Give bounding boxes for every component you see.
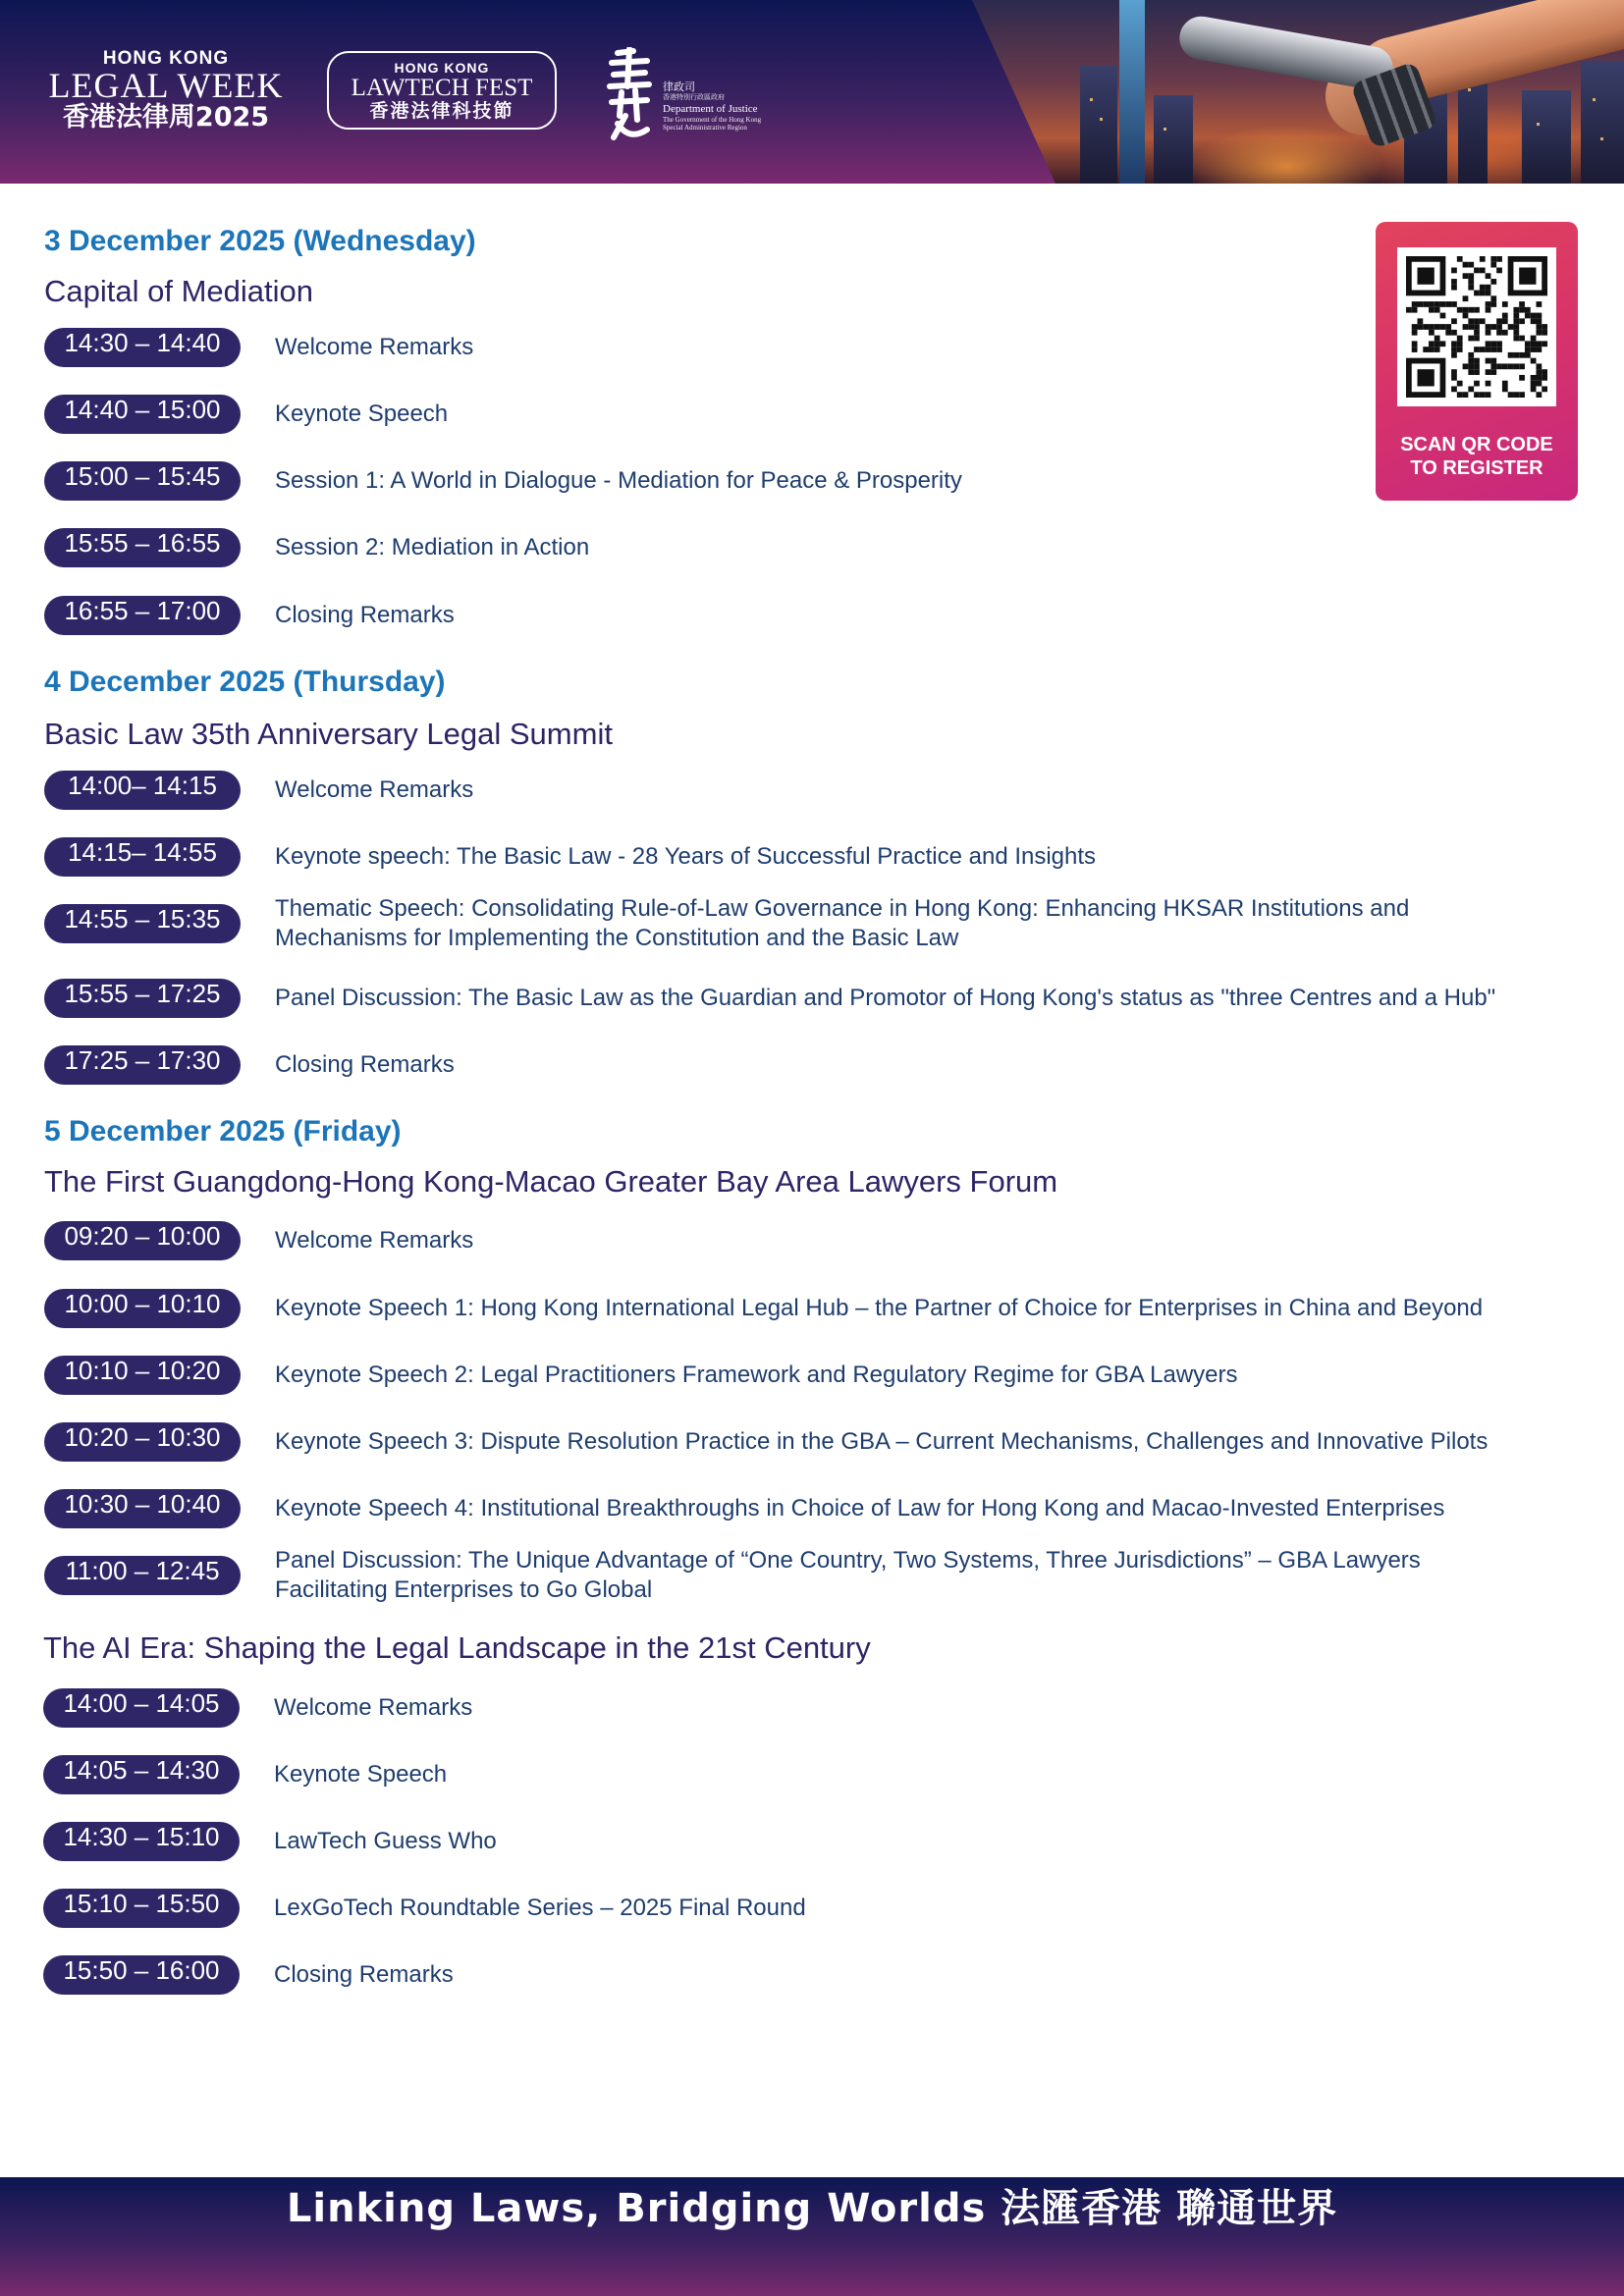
time-pill: 10:10 – 10:20	[44, 1356, 241, 1395]
doj-zh: 律政司	[663, 80, 695, 93]
time-pill: 11:00 – 12:45	[44, 1556, 241, 1595]
session-title: Keynote Speech 4: Institutional Breakthroughs in Choice of Law for Hong Kong and Macao-Invested Enterprises	[275, 1495, 1445, 1522]
lawtech-fest-logo	[327, 51, 557, 130]
session-title: Welcome Remarks	[275, 776, 474, 803]
session-title: Closing Remarks	[275, 1051, 455, 1078]
doj-en: Department of Justice	[663, 103, 758, 115]
session-title: Panel Discussion: The Basic Law as the Guardian and Promotor of Hong Kong's status as "three Centres and a Hub"	[275, 985, 1496, 1011]
day-2-date: 4 December 2025 (Thursday)	[44, 666, 446, 698]
qr-label: SCAN QR CODE TO REGISTER	[1400, 434, 1553, 479]
day-3-section-title: The First Guangdong-Hong Kong-Macao Greater Bay Area Lawyers Forum	[44, 1164, 1058, 1199]
footer-slogan: Linking Laws, Bridging Worlds 法匯香港 聯通世界	[286, 2186, 1338, 2231]
session-title: Keynote speech: The Basic Law - 28 Years of Successful Practice and Insights	[275, 843, 1097, 870]
register-qr-card[interactable]	[1376, 222, 1578, 501]
session-title: Keynote Speech 3: Dispute Resolution Practice in the GBA – Current Mechanisms, Challenges and Innovative Pilots	[275, 1428, 1489, 1455]
doj-en-sub: The Government of the Hong Kong Special Administrative Region	[663, 116, 762, 132]
lawtech-logo-top: HONG KONG	[394, 60, 490, 76]
time-pill: 14:40 – 15:00	[44, 395, 241, 434]
time-pill: 14:05 – 14:30	[43, 1755, 240, 1794]
doj-seal-icon	[604, 47, 655, 145]
time-pill: 09:20 – 10:00	[44, 1221, 241, 1260]
day-3-date: 5 December 2025 (Friday)	[44, 1115, 402, 1148]
time-pill: 14:00 – 14:05	[43, 1688, 240, 1728]
doj-zh-sub: 香港特別行政區政府	[663, 93, 725, 101]
legal-week-logo-top: HONG KONG	[102, 48, 230, 69]
time-pill: 14:30 – 14:40	[44, 328, 241, 367]
lawtech-logo-zh: 香港法律科技節	[369, 100, 514, 122]
time-pill: 14:30 – 15:10	[43, 1822, 240, 1861]
session-title: Closing Remarks	[274, 1961, 454, 1988]
session-title: Welcome Remarks	[275, 334, 474, 360]
session-title: Session 1: A World in Dialogue - Mediation for Peace & Prosperity	[275, 467, 962, 494]
time-pill: 10:30 – 10:40	[44, 1489, 241, 1528]
time-pill: 14:55 – 15:35	[44, 904, 241, 943]
time-pill: 15:10 – 15:50	[43, 1889, 240, 1928]
day-1-section-title: Capital of Mediation	[44, 274, 313, 308]
doj-logo	[604, 47, 771, 145]
time-pill: 15:00 – 15:45	[44, 461, 241, 501]
session-title: Closing Remarks	[275, 602, 455, 628]
time-pill: 14:00– 14:15	[44, 771, 241, 810]
day-2-section-title: Basic Law 35th Anniversary Legal Summit	[44, 717, 613, 751]
time-pill: 17:25 – 17:30	[44, 1045, 241, 1085]
legal-week-logo-main: LEGAL WEEK	[48, 66, 284, 105]
session-title: Panel Discussion: The Unique Advantage of “One Country, Two Systems, Three Jurisdictions” – GBA Lawyers Facilitating Enterprises to Go Global	[275, 1547, 1421, 1603]
time-pill: 16:55 – 17:00	[44, 596, 241, 635]
handshake-skyline-image	[972, 0, 1624, 184]
time-pill: 10:00 – 10:10	[44, 1289, 241, 1328]
header-banner	[0, 0, 1624, 184]
session-title: Session 2: Mediation in Action	[275, 534, 590, 561]
session-title: Keynote Speech	[274, 1761, 448, 1788]
session-title: Welcome Remarks	[275, 1227, 474, 1254]
session-title: Keynote Speech	[275, 400, 449, 427]
session-title: Keynote Speech 1: Hong Kong International Legal Hub – the Partner of Choice for Enterprises in China and Beyond	[275, 1295, 1484, 1321]
time-pill: 15:55 – 17:25	[44, 979, 241, 1018]
day-1-date: 3 December 2025 (Wednesday)	[44, 225, 476, 257]
time-pill: 14:15– 14:55	[44, 837, 241, 877]
legal-week-logo	[43, 49, 289, 133]
time-pill: 15:55 – 16:55	[44, 528, 241, 567]
footer-banner	[0, 2177, 1624, 2296]
session-title: LawTech Guess Who	[274, 1828, 497, 1854]
lawtech-logo-main: LAWTECH FEST	[351, 75, 533, 101]
session-title: Keynote Speech 2: Legal Practitioners Framework and Regulatory Regime for GBA Lawyers	[275, 1362, 1238, 1388]
day-3-section-2-title: The AI Era: Shaping the Legal Landscape in the 21st Century	[43, 1630, 871, 1665]
time-pill: 15:50 – 16:00	[43, 1955, 240, 1995]
session-title: Welcome Remarks	[274, 1694, 473, 1721]
qr-code-icon[interactable]	[1397, 247, 1556, 406]
legal-week-logo-zh: 香港法律周2025	[62, 102, 270, 133]
session-title: Thematic Speech: Consolidating Rule-of-Law Governance in Hong Kong: Enhancing HKSAR Institutions and Mechanisms for Implementing the Constitution and the Basic Law	[275, 895, 1410, 951]
session-title: LexGoTech Roundtable Series – 2025 Final Round	[274, 1895, 806, 1921]
time-pill: 10:20 – 10:30	[44, 1422, 241, 1462]
